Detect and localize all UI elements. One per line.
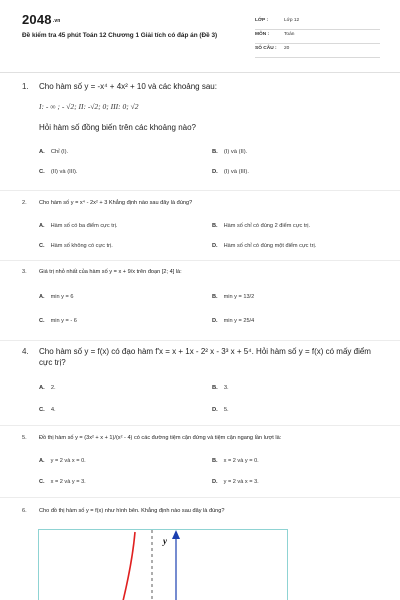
option-a[interactable]: A. Hàm số có ba điểm cực trị. [39,223,118,229]
question-1 [22,82,382,182]
option-c[interactable]: C. 4. [39,407,56,413]
option-a[interactable]: A. 2. [39,385,56,391]
meta-value: 20 [284,46,290,51]
y-axis-arrow [172,530,180,539]
question-3 [22,268,382,338]
question-prompt: Hỏi hàm số đồng biến trên các khoảng nào? [39,123,196,132]
option-d[interactable]: D. min y = 25/4 [212,318,255,324]
question-text: Cho hàm số y = x⁴ - 2x² + 3 Khẳng định nào sau đây là đúng? [39,200,193,206]
question-text: Đồ thị hàm số y = (3x² + x + 1)/(x² - 4) có các đường tiệm cận đứng và tiệm cận ngang lần lượt là: [39,435,282,441]
meta-row-count [255,44,380,58]
header-divider [0,72,400,73]
page-header [0,0,400,70]
meta-row-class [255,16,380,30]
logo-suffix: .vn [52,17,61,24]
meta-row-subject [255,30,380,44]
page-title: Đề kiểm tra 45 phút Toán 12 Chương 1 Giải tích có đáp án (Đề 3) [22,32,218,39]
question-divider [0,340,400,341]
y-axis-label: y [163,536,167,546]
question-number: 1. [22,82,29,91]
function-graph [38,529,288,600]
logo-text: 2048 [22,12,52,27]
question-text: Cho hàm số y = f(x) có đạo hàm f'x = x + 1x - 2² x - 3³ x + 5⁴. Hỏi hàm số y = f(x) có mấy điểm cực trị? [39,347,371,367]
option-b[interactable]: B. min y = 13/2 [212,294,255,300]
meta-value: Lớp 12 [284,18,300,23]
option-d[interactable]: D. 5. [212,407,229,413]
question-2 [22,199,382,259]
graph-svg [39,530,289,600]
meta-label: MÔN : [255,32,270,37]
meta-value: Toán [284,32,295,37]
question-number: 5. [22,435,27,441]
option-a[interactable]: A. min y = 6 [39,294,74,300]
question-divider [0,425,400,426]
option-d[interactable]: D. (I) và (III). [212,169,249,175]
question-5 [22,434,382,494]
option-b[interactable]: B. Hàm số chỉ có đúng 2 điểm cực trị. [212,223,311,229]
question-6 [22,507,382,527]
question-number: 3. [22,269,27,275]
question-4 [22,347,382,419]
question-number: 6. [22,508,27,514]
question-divider [0,260,400,261]
option-c[interactable]: C. Hàm số không có cực trị. [39,243,113,249]
question-text: Cho đồ thị hàm số y = f(x) như hình bên. Khẳng định nào sau đây là đúng? [39,508,225,514]
option-d[interactable]: D. y = 2 và x = 3. [212,479,259,485]
meta-label: SỐ CÂU : [255,46,277,51]
question-intervals: I: - ∞ ; - √2; II: -√2; 0; III: 0; √2 [39,102,139,111]
question-divider [0,497,400,498]
site-logo[interactable] [22,12,61,27]
option-b[interactable]: B. x = 2 và y = 0. [212,458,259,464]
graph-curve [123,532,135,600]
question-number: 2. [22,200,27,206]
option-a[interactable]: A. Chỉ (I). [39,149,69,155]
question-text: Giá trị nhỏ nhất của hàm số y = x + 9/x trên đoạn [2; 4] là: [39,269,182,275]
option-b[interactable]: B. (I) và (II). [212,149,248,155]
option-b[interactable]: B. 3. [212,385,229,391]
question-text: Cho hàm số y = -x⁴ + 4x² + 10 và các khoảng sau: [39,82,217,91]
meta-label: LỚP : [255,18,269,23]
option-c[interactable]: C. (II) và (III). [39,169,78,175]
option-c[interactable]: C. x = 2 và y = 3. [39,479,86,485]
question-number: 4. [22,347,29,356]
option-c[interactable]: C. min y = - 6 [39,318,77,324]
option-a[interactable]: A. y = 2 và x = 0. [39,458,86,464]
question-divider [0,190,400,191]
option-d[interactable]: D. Hàm số chỉ có đúng một điểm cực trị. [212,243,317,249]
meta-info [255,16,380,58]
